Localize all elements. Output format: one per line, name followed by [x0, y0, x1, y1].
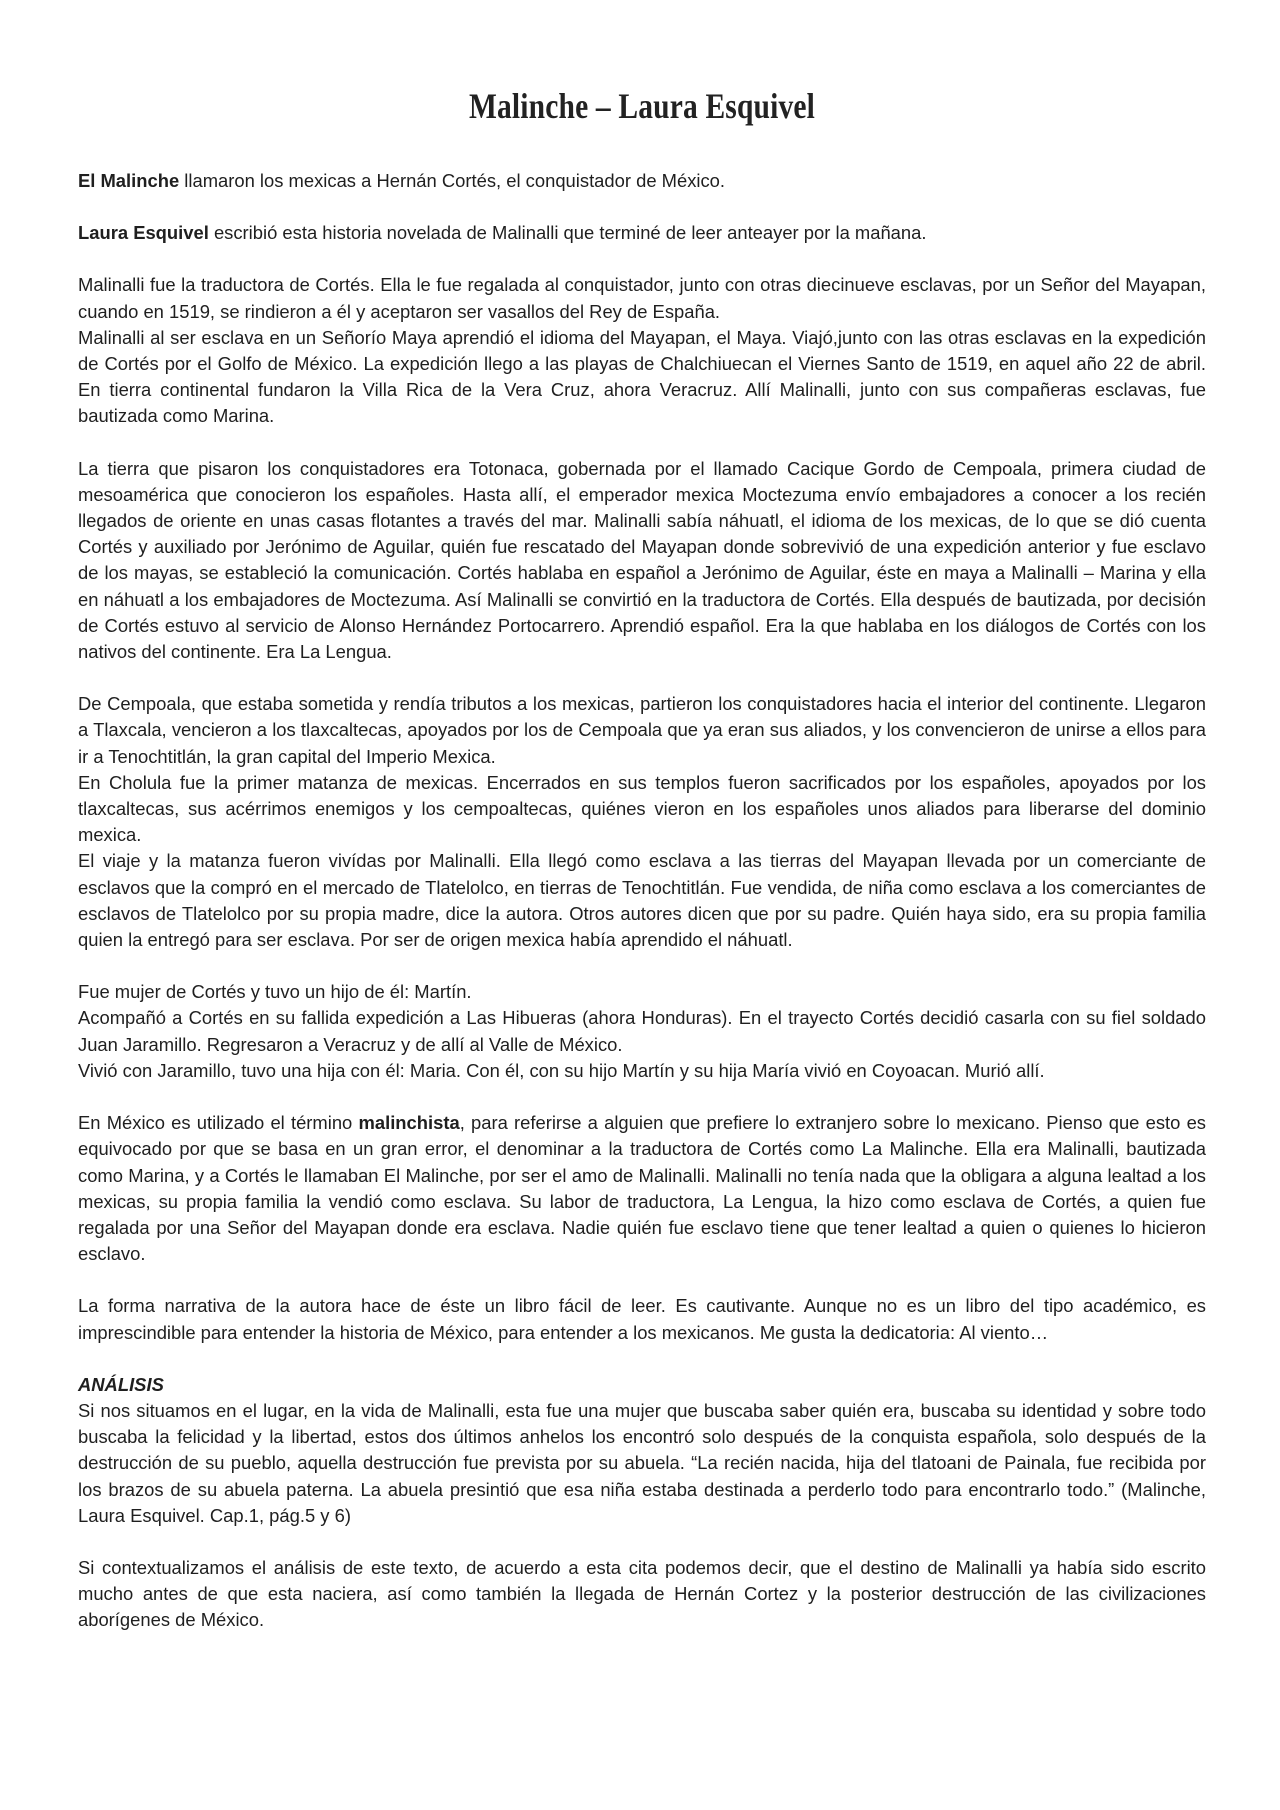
- paragraph-expedicion: Malinalli al ser esclava en un Señorío Maya aprendió el idioma del Mayapan, el Maya. Viajó,junto con las otras esclavas en la expedición de Cortés por el Golfo de México. La expedición llego a las playas de Chalchiuecan el Viernes Santo de 1519, en aquel año 22 de abril. En tierra continental fundaron la Villa Rica de la Vera Cruz, ahora Veracruz. Allí Malinalli, junto con sus compañeras esclavas, fue bautizada como Marina.: [78, 326, 1206, 427]
- author-name: Laura Esquivel: [78, 222, 209, 244]
- paragraph-hibueras: Acompañó a Cortés en su fallida expedición a Las Hibueras (ahora Honduras). En el trayecto Cortés decidió casarla con su fiel soldado Juan Jaramillo. Regresaron a Veracruz y de allí al Valle de México.: [78, 1007, 1206, 1055]
- malinchista-after: , para referirse a alguien que prefiere lo extranjero sobre lo mexicano. Pienso que esto es equivocado por que se basa en un gran error, el denominar a la traductora de Cortés como La Malinche. Ella era Malinalli, bautizada como Marina, y a Cortés le llamaban El Malinche, por ser el amo de Malinalli. Malinalli no tenía nada que la obligara a alguna lealtad a los mexicas, su propia familia la vendió como esclava. Su labor de traductora, La Lengua, la hizo como esclava de Cortés, a quien fue regalada por una Señor del Mayapan donde era esclava. Nadie quién fue esclavo tiene que tener lealtad a quien o quienes lo hicieron esclavo.: [78, 1112, 1206, 1265]
- author-text: escribió esta historia novelada de Malinalli que terminé de leer anteayer por la mañana.: [208, 222, 927, 244]
- paragraph-totonaca: La tierra que pisaron los conquistadores era Totonaca, gobernada por el llamado Cacique Gordo de Cempoala, primera ciudad de mesoamérica que conocieron los españoles. Hasta allí, el emperador mexica Moctezuma envío embajadores a conocer a los recién llegados de oriente en unas casas flotantes a través del mar. Malinalli sabía náhuatl, el idioma de los mexicas, de lo que se dió cuenta Cortés y auxiliado por Jerónimo de Aguilar, quién fue rescatado del Mayapan donde sobrevivió de una expedición anterior y fue esclavo de los mayas, se estableció la comunicación. Cortés hablaba en español a Jerónimo de Aguilar, éste en maya a Malinalli – Marina y ella en náhuatl a los embajadores de Moctezuma. Así Malinalli se convirtió en la traductora de Cortés. Ella después de bautizada, por decisión de Cortés estuvo al servicio de Alonso Hernández Portocarrero. Aprendió español. Era la que hablaba en los diálogos de Cortés con los nativos del continente. Era La Lengua.: [78, 457, 1206, 663]
- analysis-heading: ANÁLISIS: [78, 1373, 164, 1395]
- paragraph-viaje: El viaje y la matanza fueron vivídas por Malinalli. Ella llegó como esclava a las tierras del Mayapan llevada por un comerciante de esclavos que la compró en el mercado de Tlatelolco, en tierras de Tenochtitlán. Fue vendida, de niña como esclava a los comerciantes de esclavos de Tlatelolco por su propia madre, dice la autora. Otros autores dicen que por su padre. Quién haya sido, era su propia familia quien la entregó para ser esclava. Por ser de origen mexica había aprendido el náhuatl.: [78, 850, 1206, 951]
- malinchista-before: En México es utilizado el término: [78, 1112, 359, 1134]
- intro-malinche-paragraph: [78, 168, 1206, 194]
- analysis-paragraph-1: Si nos situamos en el lugar, en la vida de Malinalli, esta fue una mujer que buscaba saber quién era, buscaba su identidad y sobre todo buscaba la felicidad y la libertad, estos dos últimos anhelos los encontró solo después de la conquista española, solo después de la destrucción de su pueblo, aquella destrucción fue prevista por su abuela. “La recién nacida, hija del tlatoani de Painala, fue recibida por los brazos de su abuela paterna. La abuela presintió que esa niña estaba destinada a perderlo todo para encontrarlo todo.” (Malinche, Laura Esquivel. Cap.1, pág.5 y 6): [78, 1399, 1206, 1526]
- paragraph-malinchista: [78, 1110, 1206, 1267]
- malinche-text: llamaron los mexicas a Hernán Cortés, el conquistador de México.: [179, 170, 726, 191]
- paragraph-martin: Fue mujer de Cortés y tuvo un hijo de él: Martín.: [78, 981, 472, 1003]
- paragraph-traductora: Malinalli fue la traductora de Cortés. Ella le fue regalada al conquistador, junto con otras diecinueve esclavas, por un Señor del Mayapan, cuando en 1519, se rindieron a él y aceptaron ser vasallos del Rey de España.: [78, 274, 1206, 322]
- malinche-term: El Malinche: [78, 170, 180, 191]
- document-page: [78, 78, 1206, 1660]
- intro-author-paragraph: [78, 220, 1206, 246]
- paragraph-cholula: En Cholula fue la primer matanza de mexicas. Encerrados en sus templos fueron sacrificados por los españoles, apoyados por los tlaxcaltecas, sus acérrimos enemigos y los cempoaltecas, quiénes vieron en los españoles unos aliados para liberarse del dominio mexica.: [78, 771, 1206, 846]
- malinchista-term: malinchista: [358, 1112, 460, 1134]
- document-title: Malinche – Laura Esquivel: [468, 86, 816, 126]
- paragraph-cempoala: De Cempoala, que estaba sometida y rendía tributos a los mexicas, partieron los conquistadores hacia el interior del continente. Llegaron a Tlaxcala, vencieron a los tlaxcaltecas, apoyados por los de Cempoala que ya eran sus aliados, y los convencieron de unirse a ellos para ir a Tenochtitlán, la gran capital del Imperio Mexica.: [78, 693, 1206, 767]
- analysis-paragraph-2: Si contextualizamos el análisis de este texto, de acuerdo a esta cita podemos decir, que el destino de Malinalli ya había sido escrito mucho antes de que esta naciera, así como también la llegada de Hernán Cortez y la posterior destrucción de las civilizaciones aborígenes de México.: [78, 1556, 1206, 1631]
- paragraph-coyoacan: Vivió con Jaramillo, tuvo una hija con él: Maria. Con él, con su hijo Martín y su hija María vivió en Coyoacan. Murió allí.: [78, 1059, 1045, 1081]
- paragraph-narrativa: La forma narrativa de la autora hace de éste un libro fácil de leer. Es cautivante. Aunque no es un libro del tipo académico, es imprescindible para entender la historia de México, para entender a los mexicanos. Me gusta la dedicatoria: Al viento…: [78, 1295, 1206, 1343]
